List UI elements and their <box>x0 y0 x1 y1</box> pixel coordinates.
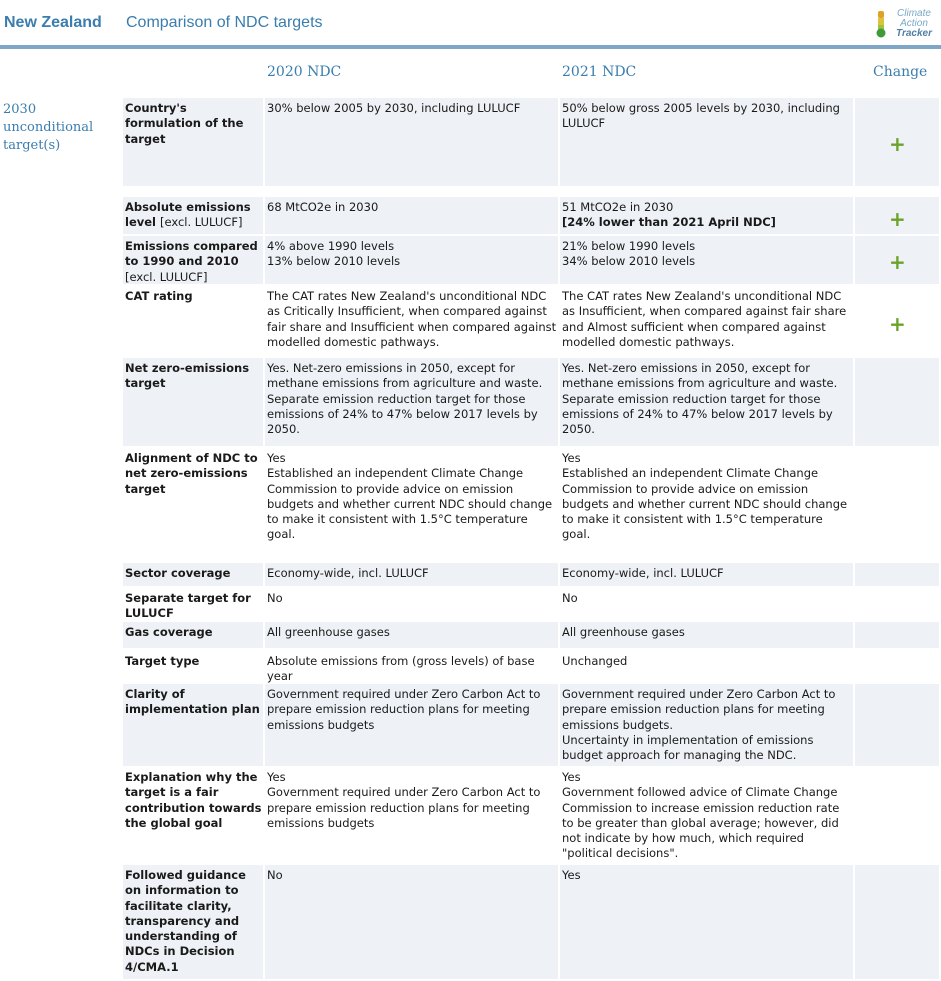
row-label-text: CAT rating <box>125 289 193 303</box>
value-2021 <box>562 289 854 350</box>
value-2021-line: Established an independent Climate Change Commission to provide advice on emission budgets and whether current NDC should change to make it consistent with 1.5°C temperature goal. <box>562 466 848 542</box>
logo-line-3: Tracker <box>896 28 932 39</box>
value-2021 <box>562 239 854 270</box>
value-2020 <box>267 200 557 215</box>
row-label-text: Absolute emissions level <box>125 200 251 230</box>
value-2021-line: All greenhouse gases <box>562 625 685 639</box>
column-separator <box>263 684 265 766</box>
row-label-text: Sector coverage <box>125 566 231 580</box>
row-label <box>125 101 263 147</box>
value-2020 <box>267 770 557 831</box>
column-separator <box>558 236 560 284</box>
row-label <box>125 770 263 831</box>
row-label-text: Country's formulation of the target <box>125 101 244 146</box>
value-2021-line: 34% below 2010 levels <box>562 254 696 269</box>
table-row <box>123 98 939 186</box>
value-2020-line: 4% above 1990 levels <box>267 239 395 253</box>
value-2021 <box>562 868 854 883</box>
column-separator <box>558 651 560 681</box>
value-2020 <box>267 625 557 640</box>
column-separator <box>263 286 265 356</box>
country-name: New Zealand <box>4 14 102 31</box>
column-separator <box>558 197 560 234</box>
table-row <box>123 767 939 864</box>
value-2020 <box>267 591 557 606</box>
row-label-text: Net zero-emissions target <box>125 361 250 391</box>
value-2021-line: Yes <box>562 451 581 465</box>
table-row <box>123 197 939 234</box>
column-header-2020: 2020 NDC <box>267 64 342 80</box>
value-2021 <box>562 625 854 640</box>
column-separator <box>263 588 265 620</box>
row-label-suffix: [excl. LULUCF] <box>160 215 243 230</box>
value-2020 <box>267 289 557 350</box>
climate-action-tracker-logo <box>872 8 936 40</box>
thermometer-icon <box>874 10 888 38</box>
value-2020-line: Yes. Net-zero emissions in 2050, except for methane emissions from agriculture and waste. Separate emission reduction target for those emissions of 24% to 47% below 2017 levels by 2050. <box>267 361 543 437</box>
value-2021-highlight: [24% lower than 2021 April NDC] <box>562 215 776 230</box>
column-separator <box>558 865 560 979</box>
row-label-text: Followed guidance on information to facilitate clarity, transparency and understanding of NDCs in Decision 4/CMA.1 <box>125 868 246 974</box>
header-rule <box>0 45 941 49</box>
column-separator <box>263 865 265 979</box>
column-separator <box>558 622 560 648</box>
column-separator <box>558 286 560 356</box>
value-2020 <box>267 101 557 116</box>
row-label <box>125 566 263 581</box>
column-separator <box>263 767 265 864</box>
row-label-text: Gas coverage <box>125 625 213 639</box>
table-row <box>123 588 939 620</box>
plus-icon: + <box>889 132 906 156</box>
logo-line-2: Action <box>900 18 928 29</box>
value-2021-line: Government followed advice of Climate Change Commission to increase emission reduction rate to be greater than global average; however, did not indicate by how much, which required "political decisions". <box>562 785 840 861</box>
value-2021-line: Economy-wide, incl. LULUCF <box>562 566 724 580</box>
plus-icon: + <box>889 250 906 274</box>
column-separator <box>263 358 265 446</box>
row-label <box>125 200 263 231</box>
value-2021-line: No <box>562 591 578 605</box>
value-2021-line: The CAT rates New Zealand's unconditional NDC as Insufficient, when compared against fair share and Almost sufficient when compared against modelled domestic pathways. <box>562 289 847 349</box>
logo-line-1: Climate <box>897 8 931 19</box>
value-2021-line: Unchanged <box>562 654 628 668</box>
value-2020-line: All greenhouse gases <box>267 625 390 639</box>
table-row <box>123 865 939 979</box>
value-2021 <box>562 101 854 132</box>
column-separator <box>263 98 265 186</box>
column-header-2021: 2021 NDC <box>562 64 637 80</box>
column-separator <box>558 588 560 620</box>
column-header-change: Change <box>873 64 928 80</box>
column-separator <box>558 448 560 560</box>
column-separator <box>558 98 560 186</box>
logo-text <box>892 9 936 39</box>
row-label-text: Separate target for LULUCF <box>125 591 251 621</box>
value-2021-line: Yes <box>562 868 581 882</box>
column-separator <box>263 563 265 586</box>
column-separator <box>263 622 265 648</box>
page-title: Comparison of NDC targets <box>126 14 323 31</box>
value-2020-line: Absolute emissions from (gross levels) of base year <box>267 654 535 684</box>
row-label-suffix: [excl. LULUCF] <box>125 269 208 284</box>
table-row <box>123 563 939 586</box>
row-label-text: Target type <box>125 654 200 668</box>
value-2021 <box>562 591 854 606</box>
row-label-text: Alignment of NDC to net zero-emissions target <box>125 451 258 496</box>
value-2021 <box>562 687 854 763</box>
row-label <box>125 654 263 669</box>
value-2021 <box>562 361 854 437</box>
row-label <box>125 239 263 285</box>
column-separator <box>558 358 560 446</box>
row-label-text: Clarity of implementation plan <box>125 687 260 717</box>
row-label-text: Explanation why the target is a fair contribution towards the global goal <box>125 770 262 830</box>
value-2021 <box>562 200 854 231</box>
value-2020 <box>267 868 557 883</box>
value-2021-line: Yes. Net-zero emissions in 2050, except for methane emissions from agriculture and waste. Separate emission reduction target for those emissions of 24% to 47% below 2017 levels by 2050. <box>562 361 838 437</box>
value-2020-line: No <box>267 591 283 605</box>
value-2021 <box>562 770 854 862</box>
value-2021-line: Government required under Zero Carbon Act to prepare emission reduction plans for meeting emissions budgets. <box>562 687 836 732</box>
row-label <box>125 625 263 640</box>
table-row <box>123 286 939 356</box>
plus-icon: + <box>889 207 906 231</box>
value-2020 <box>267 566 557 581</box>
value-2020-line: Yes <box>267 770 286 784</box>
value-2021-line: Uncertainty in implementation of emissions budget approach for managing the NDC. <box>562 732 814 763</box>
table-row <box>123 358 939 446</box>
value-2020-line: 30% below 2005 by 2030, including LULUCF <box>267 101 521 115</box>
value-2020-line: Government required under Zero Carbon Act to prepare emission reduction plans for meeting emissions budgets <box>267 687 541 732</box>
table-row <box>123 651 939 684</box>
row-label <box>125 687 263 718</box>
value-2020-line: 13% below 2010 levels <box>267 254 401 269</box>
column-separator <box>558 767 560 864</box>
column-separator <box>263 236 265 284</box>
section-label: 2030 unconditional target(s) <box>3 102 94 153</box>
value-2020 <box>267 451 557 543</box>
value-2020 <box>267 687 557 733</box>
row-label <box>125 289 263 304</box>
value-2020 <box>267 361 557 437</box>
table-row <box>123 448 939 560</box>
column-separator <box>558 684 560 766</box>
row-label <box>125 591 263 622</box>
row-label <box>125 451 263 497</box>
value-2021 <box>562 654 854 669</box>
value-2020-line: No <box>267 868 283 882</box>
plus-icon: + <box>889 312 906 336</box>
row-label <box>125 361 263 392</box>
value-2021-line: Yes <box>562 770 581 784</box>
row-label <box>125 868 263 975</box>
value-2020-line: Established an independent Climate Change Commission to provide advice on emission budgets and whether current NDC should change to make it consistent with 1.5°C temperature goal. <box>267 466 553 542</box>
value-2020-line: 68 MtCO2e in 2030 <box>267 200 379 214</box>
value-2020-line: The CAT rates New Zealand's unconditional NDC as Critically Insufficient, when compared against fair share and Insufficient when compared against modelled domestic pathways. <box>267 289 557 349</box>
table-row <box>123 684 939 766</box>
value-2020 <box>267 654 557 685</box>
column-separator <box>263 651 265 681</box>
table-row <box>123 236 939 284</box>
value-2020-line: Yes <box>267 451 286 465</box>
value-2021 <box>562 566 854 581</box>
value-2020 <box>267 239 557 270</box>
column-separator <box>558 563 560 586</box>
column-separator <box>263 448 265 560</box>
value-2021-line: 51 MtCO2e in 2030 <box>562 200 674 214</box>
column-separator <box>263 197 265 234</box>
value-2021-line: 21% below 1990 levels <box>562 239 696 253</box>
value-2021 <box>562 451 854 543</box>
table-row <box>123 622 939 648</box>
value-2020-line: Economy-wide, incl. LULUCF <box>267 566 429 580</box>
page-header <box>0 0 941 46</box>
value-2021-line: 50% below gross 2005 levels by 2030, including LULUCF <box>562 101 840 131</box>
row-label-text: Emissions compared to 1990 and 2010 <box>125 239 258 269</box>
value-2020-line: Government required under Zero Carbon Act to prepare emission reduction plans for meeting emissions budgets <box>267 785 541 830</box>
